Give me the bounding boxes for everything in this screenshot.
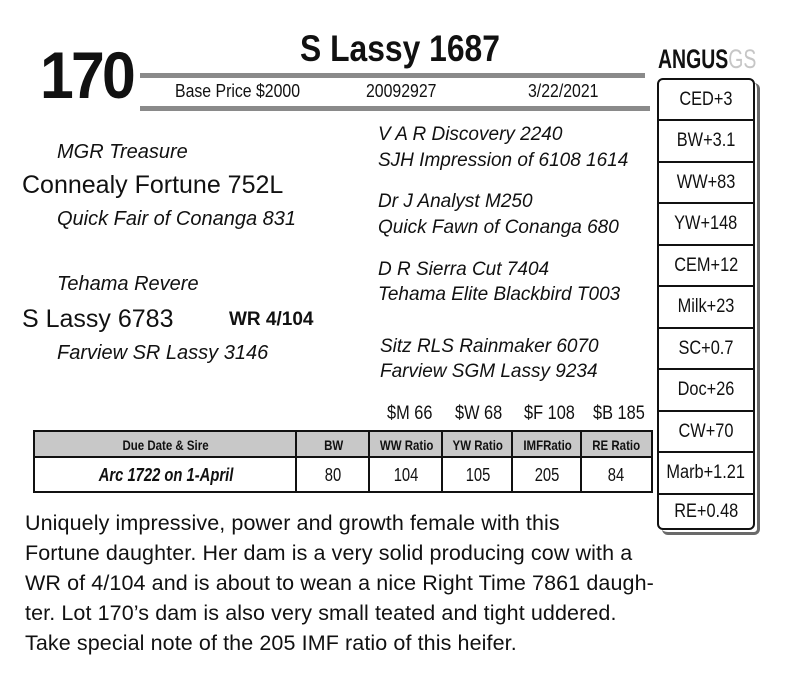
pedigree-right-line: Tehama Elite Blackbird T003: [378, 284, 621, 305]
table-cell: 205: [535, 465, 560, 485]
lot-description: [25, 508, 653, 658]
table-header-cell: Due Date & Sire: [122, 437, 210, 453]
pedigree-right-line: Quick Fawn of Conanga 680: [378, 217, 619, 238]
epd-cell: [659, 329, 753, 370]
dollar-f: $F 108: [524, 403, 575, 424]
epd-ced: CED+3: [679, 88, 733, 110]
dollar-b: $B 185: [593, 403, 645, 424]
epd-cem: CEM+12: [673, 254, 739, 276]
table-cell: 105: [465, 465, 491, 485]
birth-date: 3/22/2021: [528, 81, 599, 101]
epd-cell: [659, 121, 753, 163]
dam-weaning-ratio: WR 4/104: [229, 309, 314, 330]
epd-cell: [659, 412, 753, 453]
table-header-cell: RE Ratio: [592, 437, 641, 453]
epd-yw: YW+148: [674, 213, 738, 234]
header-rule-bottom: [140, 106, 650, 111]
table-cell: 104: [394, 465, 419, 485]
epd-cell: [659, 204, 753, 246]
epd-cell: [659, 370, 753, 412]
epd-list: [657, 78, 755, 530]
epd-ww: WW+83: [676, 171, 736, 193]
sire: Connealy Fortune 752L: [22, 171, 284, 199]
table-header-cell: WW Ratio: [379, 437, 434, 453]
epd-bw: BW+3.1: [676, 130, 736, 151]
pedigree-right-line: Sitz RLS Rainmaker 6070: [380, 336, 599, 357]
pedigree-right-line: Farview SGM Lassy 9234: [380, 361, 598, 382]
epd-marb: Marb+1.21: [666, 462, 746, 483]
table-header-cell: YW Ratio: [452, 437, 504, 453]
sire-sire: MGR Treasure: [57, 141, 188, 163]
breeding-table: [33, 430, 653, 493]
table-header-cell: BW: [323, 437, 344, 453]
animal-name: S Lassy 1687: [300, 28, 500, 69]
registration-number: 20092927: [366, 81, 437, 101]
dam: S Lassy 6783: [22, 305, 174, 333]
lot-number: 170: [40, 38, 134, 112]
description-line: Fortune daughter. Her dam is a very solid producing cow with a: [25, 541, 633, 565]
sire-dam: Quick Fair of Conanga 831: [57, 208, 297, 230]
table-cell: 84: [608, 465, 625, 485]
epd-cell: [659, 80, 753, 121]
description-line: WR of 4/104 and is about to wean a nice Right Time 7861 daugh-: [25, 571, 654, 595]
dam-sire: Tehama Revere: [57, 273, 199, 295]
description-line: Uniquely impressive, power and growth female with this: [25, 511, 560, 535]
pedigree-right-line: D R Sierra Cut 7404: [378, 259, 550, 280]
epd-re: RE+0.48: [673, 500, 739, 522]
dollar-w: $W 68: [455, 403, 503, 424]
pedigree-right-line: Dr J Analyst M250: [378, 191, 533, 212]
dam-dam: Farview SR Lassy 3146: [57, 342, 269, 364]
epd-cw: CW+70: [678, 420, 734, 442]
epd-cell: [659, 453, 753, 495]
epd-sc: SC+0.7: [678, 337, 734, 359]
table-cell: Arc 1722 on 1-April: [98, 465, 234, 485]
base-price: Base Price $2000: [175, 81, 301, 101]
epd-doc: Doc+26: [677, 379, 735, 400]
table-header-cell: IMFRatio: [523, 437, 572, 453]
logo-suffix: GS: [728, 44, 757, 74]
angus-gs-logo: [658, 46, 756, 73]
description-line: ter. Lot 170’s dam is also very small teated and tight uddered.: [25, 601, 617, 625]
pedigree-right-line: V A R Discovery 2240: [378, 124, 563, 145]
pedigree-right-line: SJH Impression of 6108 1614: [378, 150, 629, 171]
epd-cell: [659, 246, 753, 287]
table-cell: 80: [325, 465, 342, 485]
epd-cell: [659, 163, 753, 204]
epd-milk: Milk+23: [677, 296, 735, 317]
logo-brand: ANGUS: [658, 44, 729, 74]
epd-cell: [659, 495, 753, 528]
description-line: Take special note of the 205 IMF ratio of this heifer.: [25, 631, 517, 655]
dollar-m: $M 66: [387, 403, 433, 424]
header-rule-top: [140, 73, 645, 78]
epd-cell: [659, 287, 753, 329]
